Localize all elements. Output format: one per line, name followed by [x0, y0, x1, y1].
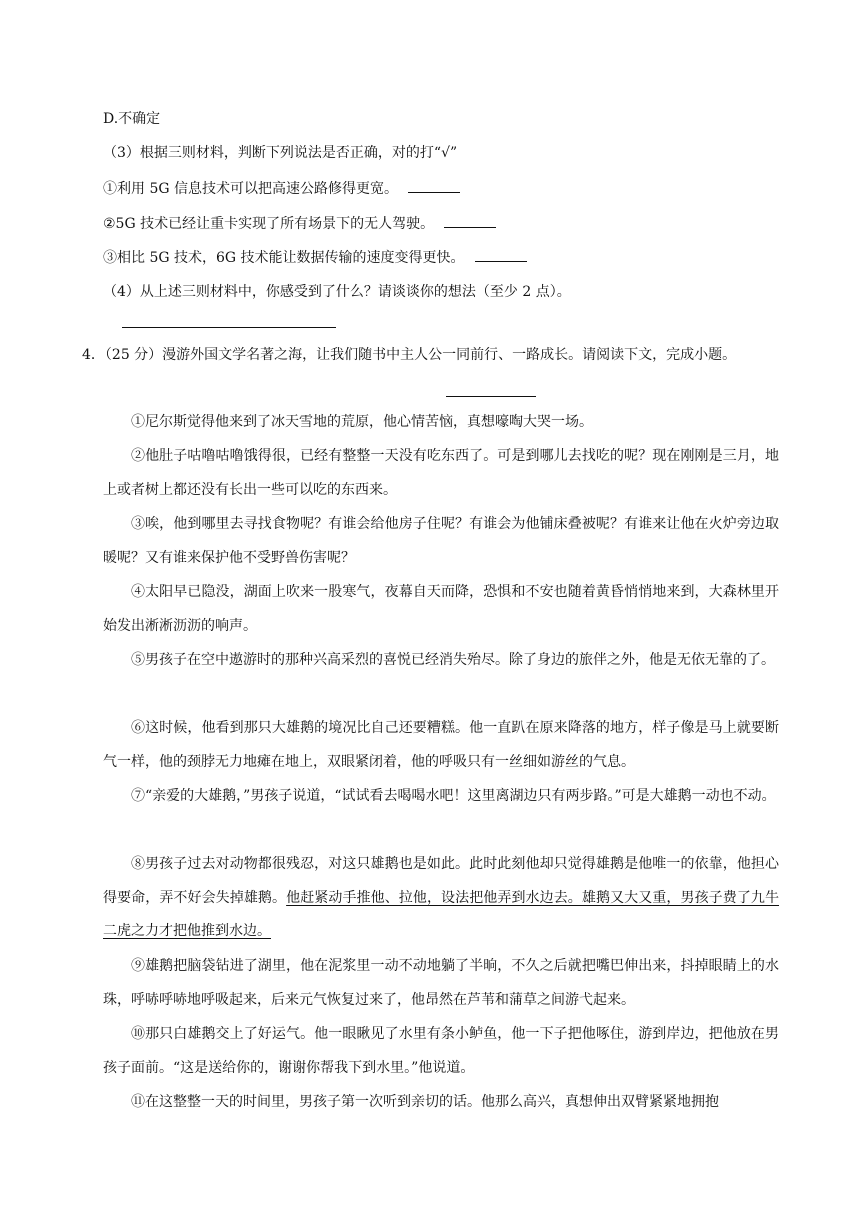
option-d: D.不确定: [103, 111, 161, 127]
passage-paragraph-6: ⑥这时候，他看到那只大雄鹅的境况比自己还要糟糕。他一直趴在原来降落的地方，样子像是马上就要断气一样，他的颈脖无力地瘫在地上，双眼紧闭着，他的呼吸只有一丝细如游丝的气息。: [103, 720, 779, 770]
q3-item-1-text: ①利用 5G 信息技术可以把高速公路修得更宽。: [103, 181, 398, 197]
passage-paragraph-1: ①尼尔斯觉得他来到了冰天雪地的荒原，他心情苦恼，真想嚎啕大哭一场。: [131, 414, 593, 430]
passage-paragraph-2: ②他肚子咕噜咕噜饿得很，已经有整整一天没有吃东西了。可是到哪儿去找吃的呢？现在刚刚是三月，地上或者树上都还没有长出一些可以吃的东西来。: [103, 448, 779, 498]
q3-item-1-blank[interactable]: [408, 178, 460, 193]
q4-prompt: （4）从上述三则材料中，你感受到了什么？请谈谈你的想法（至少 2 点）。: [103, 284, 571, 300]
passage-paragraph-9: ⑨雄鹅把脑袋钻进了湖里，他在泥浆里一动不动地躺了半晌，不久之后就把嘴巴伸出来，抖掉眼睛上的水珠，呼哧呼哧地呼吸起来，后来元气恢复过来了，他昂然在芦苇和蒲草之间游弋起来。: [103, 958, 779, 1008]
passage-paragraph-10: ⑩那只白雄鹅交上了好运气。他一眼瞅见了水里有条小鲈鱼，他一下子把他啄住，游到岸边，把他放在男孩子面前。“这是送给你的，谢谢你帮我下到水里。”他说道。: [103, 1026, 779, 1076]
passage-paragraph-11: ⑪在这整整一天的时间里，男孩子第一次听到亲切的话。他那么高兴，真想伸出双臂紧紧地拥抱: [131, 1094, 719, 1110]
section-4-header: 4．（25 分）漫游外国文学名著之海，让我们随书中主人公一同前行、一路成长。请阅读下文，完成小题。: [82, 347, 737, 363]
paragraph-8-text: ⑧男孩子过去对动物都很残忍，对这只雄鹅也是如此。此时此刻他却只觉得雄鹅是他唯一的依靠，他担心得要命，弄不好会失掉雄鹅。: [103, 856, 779, 906]
q3-item-2-text: ②5G 技术已经让重卡实现了所有场景下的无人驾驶。: [103, 216, 435, 232]
q3-item-1: [103, 178, 460, 199]
paragraph-8-underlined-text: 他赶紧动手推他、拉他，设法把他弄到水边去。雄鹅又大又重，男孩子费了九牛二虎之力才把他推到水边。: [103, 889, 780, 939]
q3-item-3: [103, 247, 527, 268]
q3-prompt: （3）根据三则材料，判断下列说法是否正确，对的打“√”: [103, 145, 458, 161]
passage-paragraph-3: ③唉，他到哪里去寻找食物呢？有谁会给他房子住呢？有谁会为他铺床叠被呢？有谁来让他在火炉旁边取暖呢？又有谁来保护他不受野兽伤害呢？: [103, 516, 779, 566]
q3-item-2: [103, 213, 496, 234]
passage-title-blank[interactable]: [446, 396, 536, 397]
q4-answer-line[interactable]: [122, 327, 336, 328]
passage-paragraph-7: ⑦“亲爱的大雄鹅，”男孩子说道，“试试看去喝喝水吧！这里离湖边只有两步路。”可是大雄鹅一动也不动。: [131, 788, 776, 804]
passage-paragraph-5: ⑤男孩子在空中遨游时的那种兴高采烈的喜悦已经消失殆尽。除了身边的旅伴之外，他是无依无靠的了。: [131, 652, 775, 668]
q3-item-2-blank[interactable]: [444, 213, 496, 228]
q3-item-3-text: ③相比 5G 技术，6G 技术能让数据传输的速度变得更快。: [103, 250, 465, 266]
passage-paragraph-8: [103, 848, 779, 949]
passage-paragraph-4: ④太阳早已隐没，湖面上吹来一股寒气，夜幕自天而降，恐惧和不安也随着黄昏悄悄地来到，大森林里开始发出淅淅沥沥的响声。: [103, 584, 779, 634]
q3-item-3-blank[interactable]: [475, 247, 527, 262]
